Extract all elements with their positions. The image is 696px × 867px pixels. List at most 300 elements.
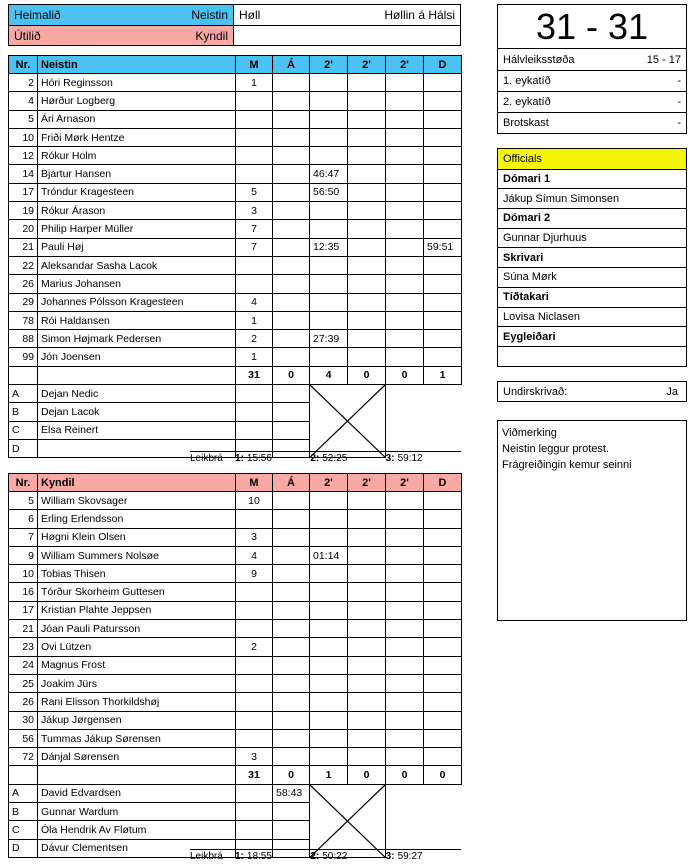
home-table-header <box>9 56 462 74</box>
away-row <box>9 25 460 45</box>
player-suspension-1 <box>310 293 348 311</box>
period-value: - <box>677 75 681 87</box>
period-label: 1. eykatíð <box>503 75 551 87</box>
player-suspension-1 <box>310 110 348 128</box>
player-disqualification <box>424 656 462 674</box>
player-suspension-3 <box>386 330 424 348</box>
player-number: 72 <box>9 748 38 766</box>
player-number: 29 <box>9 293 38 311</box>
player-row <box>9 620 462 638</box>
player-name: Tórður Skorheim Guttesen <box>38 583 236 601</box>
player-name: Ári Arnason <box>38 110 236 128</box>
official-code: C <box>9 421 38 439</box>
player-suspension-1: 46:47 <box>310 165 348 183</box>
player-goals: 4 <box>236 546 273 564</box>
player-suspension-3 <box>386 92 424 110</box>
player-warning <box>273 202 310 220</box>
player-suspension-1 <box>310 693 348 711</box>
period-label: Brotskast <box>503 117 549 129</box>
total-a: 0 <box>273 366 310 384</box>
player-name: Jákup Jørgensen <box>38 711 236 729</box>
total-a: 0 <box>273 766 310 784</box>
col-suspension-3: 2' <box>386 474 424 492</box>
player-name: Høgni Klein Olsen <box>38 528 236 546</box>
timeout-2-value: 50:22 <box>322 851 348 862</box>
official-name: David Edvardsen <box>38 784 236 802</box>
official-person: Lovisa Niclasen <box>498 307 686 327</box>
player-warning <box>273 74 310 92</box>
player-suspension-2 <box>348 638 386 656</box>
player-warning <box>273 620 310 638</box>
player-disqualification <box>424 128 462 146</box>
official-blank <box>236 803 273 821</box>
player-warning <box>273 656 310 674</box>
player-disqualification <box>424 693 462 711</box>
official-code: D <box>9 439 38 457</box>
player-goals: 10 <box>236 492 273 510</box>
home-timeouts <box>190 451 461 464</box>
player-suspension-3 <box>386 165 424 183</box>
player-name: Rani Elisson Thorkildshøj <box>38 693 236 711</box>
player-suspension-1: 01:14 <box>310 546 348 564</box>
officials-panel <box>497 148 687 367</box>
player-name: Hørður Logberg <box>38 92 236 110</box>
player-suspension-3 <box>386 638 424 656</box>
player-suspension-1 <box>310 565 348 583</box>
player-goals <box>236 729 273 747</box>
timeout-3-key: 3: <box>385 851 395 862</box>
player-suspension-1 <box>310 638 348 656</box>
player-suspension-1 <box>310 656 348 674</box>
player-warning <box>273 275 310 293</box>
timeout-1-value: 15:56 <box>246 453 272 464</box>
player-row <box>9 330 462 348</box>
player-name: Kristian Plahte Jeppsen <box>38 601 236 619</box>
player-suspension-3 <box>386 601 424 619</box>
player-suspension-2 <box>348 546 386 564</box>
player-goals: 3 <box>236 202 273 220</box>
player-disqualification <box>424 510 462 528</box>
player-disqualification <box>424 220 462 238</box>
period-row <box>498 91 686 112</box>
official-code: C <box>9 821 38 839</box>
player-warning <box>273 128 310 146</box>
player-name: Jón Joensen <box>38 348 236 366</box>
period-value: - <box>677 96 681 108</box>
player-goals <box>236 510 273 528</box>
player-suspension-3 <box>386 674 424 692</box>
player-warning <box>273 110 310 128</box>
player-suspension-2 <box>348 583 386 601</box>
player-number: 17 <box>9 601 38 619</box>
player-number: 14 <box>9 165 38 183</box>
player-goals: 3 <box>236 528 273 546</box>
player-row <box>9 492 462 510</box>
player-suspension-3 <box>386 748 424 766</box>
total-d: 0 <box>424 766 462 784</box>
player-suspension-2 <box>348 202 386 220</box>
player-goals: 2 <box>236 330 273 348</box>
totals-row <box>9 366 462 384</box>
player-suspension-3 <box>386 492 424 510</box>
player-suspension-3 <box>386 74 424 92</box>
player-number: 12 <box>9 147 38 165</box>
player-name: Ovi Lützen <box>38 638 236 656</box>
total-s1: 1 <box>310 766 348 784</box>
player-warning <box>273 311 310 329</box>
player-suspension-2 <box>348 656 386 674</box>
player-row <box>9 656 462 674</box>
player-suspension-1 <box>310 583 348 601</box>
player-number: 4 <box>9 92 38 110</box>
official-code: B <box>9 403 38 421</box>
home-players-table <box>8 55 462 458</box>
total-s3: 0 <box>386 766 424 784</box>
player-goals: 9 <box>236 565 273 583</box>
player-suspension-2 <box>348 693 386 711</box>
player-name: Johannes Pólsson Kragesteen <box>38 293 236 311</box>
official-warning <box>273 403 310 421</box>
official-person: Jákup Símun Simonsen <box>498 188 686 208</box>
player-warning <box>273 238 310 256</box>
player-disqualification <box>424 293 462 311</box>
player-number: 99 <box>9 348 38 366</box>
crossed-out-cells <box>310 784 386 857</box>
period-row <box>498 49 686 70</box>
player-suspension-3 <box>386 275 424 293</box>
player-suspension-2 <box>348 601 386 619</box>
player-suspension-1 <box>310 510 348 528</box>
home-team-cell <box>9 5 234 25</box>
player-suspension-2 <box>348 510 386 528</box>
player-disqualification <box>424 601 462 619</box>
player-row <box>9 348 462 366</box>
signed-label: Undirskrivað: <box>503 385 568 398</box>
player-number: 24 <box>9 656 38 674</box>
col-goals: M <box>236 474 273 492</box>
player-row <box>9 729 462 747</box>
player-suspension-3 <box>386 147 424 165</box>
official-code: A <box>9 784 38 802</box>
player-warning <box>273 528 310 546</box>
player-suspension-3 <box>386 238 424 256</box>
player-row <box>9 638 462 656</box>
player-suspension-2 <box>348 620 386 638</box>
official-warning <box>273 803 310 821</box>
player-disqualification: 59:51 <box>424 238 462 256</box>
player-suspension-2 <box>348 711 386 729</box>
player-name: Hóri Reginsson <box>38 74 236 92</box>
crossed-out-cells <box>310 385 386 458</box>
col-team: Neistin <box>38 56 236 74</box>
player-suspension-2 <box>348 565 386 583</box>
player-suspension-2 <box>348 330 386 348</box>
period-label: Hálvleiksstøða <box>503 53 575 66</box>
player-number: 26 <box>9 693 38 711</box>
official-name: Dejan Lacok <box>38 403 236 421</box>
player-warning <box>273 183 310 201</box>
official-name: Elsa Reinert <box>38 421 236 439</box>
player-goals: 4 <box>236 293 273 311</box>
player-row <box>9 748 462 766</box>
venue-name: Høllin á Hálsi <box>384 8 455 22</box>
player-goals <box>236 583 273 601</box>
col-team: Kyndil <box>38 474 236 492</box>
player-goals <box>236 147 273 165</box>
player-name: Pauli Høj <box>38 238 236 256</box>
official-blank <box>236 784 273 802</box>
col-suspension-1: 2' <box>310 474 348 492</box>
player-warning <box>273 220 310 238</box>
player-goals <box>236 601 273 619</box>
total-s1: 4 <box>310 366 348 384</box>
player-goals: 1 <box>236 74 273 92</box>
player-suspension-3 <box>386 693 424 711</box>
player-suspension-3 <box>386 546 424 564</box>
period-label: 2. eykatíð <box>503 96 551 108</box>
timeout-2-value: 52:25 <box>322 453 348 464</box>
player-warning <box>273 693 310 711</box>
player-suspension-1 <box>310 256 348 274</box>
player-row <box>9 220 462 238</box>
home-team-name: Neistin <box>191 8 228 22</box>
timeout-3-value: 59:12 <box>397 453 423 464</box>
timeout-2-key: 2: <box>310 851 320 862</box>
player-suspension-2 <box>348 74 386 92</box>
home-row <box>9 5 460 25</box>
col-disqualification: D <box>424 474 462 492</box>
player-disqualification <box>424 674 462 692</box>
official-person <box>498 346 686 366</box>
player-goals <box>236 110 273 128</box>
player-suspension-1 <box>310 601 348 619</box>
player-warning <box>273 348 310 366</box>
player-suspension-1: 12:35 <box>310 238 348 256</box>
team-official-row <box>9 784 462 802</box>
player-suspension-3 <box>386 128 424 146</box>
player-row <box>9 74 462 92</box>
player-suspension-3 <box>386 348 424 366</box>
player-goals <box>236 693 273 711</box>
player-row <box>9 202 462 220</box>
player-warning <box>273 565 310 583</box>
player-suspension-1 <box>310 620 348 638</box>
player-warning <box>273 583 310 601</box>
player-name: Rókur Árason <box>38 202 236 220</box>
player-number: 10 <box>9 128 38 146</box>
official-role: Tíðtakari <box>498 287 686 307</box>
player-suspension-1 <box>310 275 348 293</box>
player-suspension-2 <box>348 748 386 766</box>
player-goals <box>236 275 273 293</box>
player-number: 16 <box>9 583 38 601</box>
player-row <box>9 183 462 201</box>
player-suspension-1 <box>310 147 348 165</box>
cross-mark <box>310 385 385 457</box>
player-disqualification <box>424 165 462 183</box>
player-suspension-3 <box>386 656 424 674</box>
col-suspension-3: 2' <box>386 56 424 74</box>
player-disqualification <box>424 583 462 601</box>
match-header <box>8 4 461 46</box>
player-warning <box>273 256 310 274</box>
player-number: 6 <box>9 510 38 528</box>
player-disqualification <box>424 330 462 348</box>
timeout-3-value: 59:27 <box>397 851 423 862</box>
player-suspension-1 <box>310 729 348 747</box>
player-row <box>9 311 462 329</box>
player-warning <box>273 638 310 656</box>
player-goals <box>236 620 273 638</box>
player-suspension-2 <box>348 220 386 238</box>
player-suspension-1 <box>310 528 348 546</box>
player-number: 21 <box>9 620 38 638</box>
timeout-label: Leikbrá <box>190 453 223 464</box>
player-suspension-2 <box>348 92 386 110</box>
player-row <box>9 256 462 274</box>
official-blank <box>236 421 273 439</box>
player-row <box>9 110 462 128</box>
empty-area <box>386 784 462 857</box>
timeout-label: Leikbrá <box>190 851 223 862</box>
player-warning <box>273 601 310 619</box>
player-suspension-1: 56:50 <box>310 183 348 201</box>
official-warning: 58:43 <box>273 784 310 802</box>
player-suspension-3 <box>386 183 424 201</box>
remarks-line: Neistin leggur protest. <box>502 443 609 455</box>
period-row <box>498 70 686 91</box>
player-suspension-2 <box>348 275 386 293</box>
player-suspension-3 <box>386 565 424 583</box>
player-suspension-2 <box>348 348 386 366</box>
player-number: 10 <box>9 565 38 583</box>
official-role: Eygleiðari <box>498 326 686 346</box>
player-number: 9 <box>9 546 38 564</box>
player-suspension-1 <box>310 220 348 238</box>
player-suspension-1 <box>310 348 348 366</box>
player-goals: 1 <box>236 348 273 366</box>
player-name: William Summers Nolsøe <box>38 546 236 564</box>
official-role: Skrivari <box>498 247 686 267</box>
away-label: Útilið <box>14 28 41 43</box>
player-row <box>9 528 462 546</box>
total-d: 1 <box>424 366 462 384</box>
venue-cell <box>234 5 460 25</box>
away-timeouts <box>190 849 461 862</box>
player-suspension-3 <box>386 528 424 546</box>
player-disqualification <box>424 256 462 274</box>
player-name: Magnus Frost <box>38 656 236 674</box>
col-suspension-2: 2' <box>348 56 386 74</box>
period-value: - <box>677 117 681 129</box>
player-row <box>9 293 462 311</box>
final-score: 31 - 31 <box>497 4 687 48</box>
player-goals <box>236 128 273 146</box>
player-name: Rókur Holm <box>38 147 236 165</box>
player-name: Tróndur Kragesteen <box>38 183 236 201</box>
player-suspension-2 <box>348 165 386 183</box>
player-disqualification <box>424 311 462 329</box>
player-suspension-3 <box>386 729 424 747</box>
player-name: Simon Højmark Pedersen <box>38 330 236 348</box>
official-warning <box>273 821 310 839</box>
empty-area <box>386 385 462 458</box>
player-disqualification <box>424 202 462 220</box>
player-number: 22 <box>9 256 38 274</box>
player-suspension-2 <box>348 293 386 311</box>
player-disqualification <box>424 546 462 564</box>
col-nr: Nr. <box>9 56 38 74</box>
player-row <box>9 128 462 146</box>
player-row <box>9 601 462 619</box>
remarks-box <box>497 420 687 621</box>
official-code: B <box>9 803 38 821</box>
totals-blank <box>9 366 38 384</box>
player-name: Joakim Jürs <box>38 674 236 692</box>
player-number: 20 <box>9 220 38 238</box>
player-suspension-2 <box>348 110 386 128</box>
player-name: Marius Johansen <box>38 275 236 293</box>
player-name: Friði Mørk Hentze <box>38 128 236 146</box>
player-number: 26 <box>9 275 38 293</box>
official-name: Dejan Nedic <box>38 385 236 403</box>
col-disqualification: D <box>424 56 462 74</box>
player-disqualification <box>424 638 462 656</box>
player-suspension-3 <box>386 256 424 274</box>
player-goals: 5 <box>236 183 273 201</box>
player-number: 21 <box>9 238 38 256</box>
player-suspension-3 <box>386 510 424 528</box>
player-number: 56 <box>9 729 38 747</box>
player-goals: 2 <box>236 638 273 656</box>
player-disqualification <box>424 492 462 510</box>
player-suspension-3 <box>386 711 424 729</box>
player-disqualification <box>424 275 462 293</box>
player-name: Tobias Thisen <box>38 565 236 583</box>
official-code: A <box>9 385 38 403</box>
player-suspension-3 <box>386 110 424 128</box>
away-table-header <box>9 474 462 492</box>
player-disqualification <box>424 74 462 92</box>
player-goals: 1 <box>236 311 273 329</box>
player-goals: 7 <box>236 238 273 256</box>
player-goals <box>236 674 273 692</box>
col-goals: M <box>236 56 273 74</box>
official-warning <box>273 421 310 439</box>
officials-title: Officials <box>498 149 686 169</box>
player-suspension-1 <box>310 492 348 510</box>
player-suspension-1 <box>310 128 348 146</box>
player-row <box>9 238 462 256</box>
player-disqualification <box>424 183 462 201</box>
official-role: Dómari 1 <box>498 169 686 189</box>
player-disqualification <box>424 711 462 729</box>
player-suspension-2 <box>348 183 386 201</box>
player-suspension-1: 27:39 <box>310 330 348 348</box>
player-suspension-3 <box>386 583 424 601</box>
period-scores <box>497 48 687 134</box>
player-suspension-1 <box>310 92 348 110</box>
player-number: 25 <box>9 674 38 692</box>
away-players-table <box>8 473 462 858</box>
total-m: 31 <box>236 766 273 784</box>
player-suspension-2 <box>348 674 386 692</box>
totals-blank <box>9 766 38 784</box>
player-suspension-2 <box>348 492 386 510</box>
player-number: 23 <box>9 638 38 656</box>
player-warning <box>273 510 310 528</box>
player-name: Rói Haldansen <box>38 311 236 329</box>
